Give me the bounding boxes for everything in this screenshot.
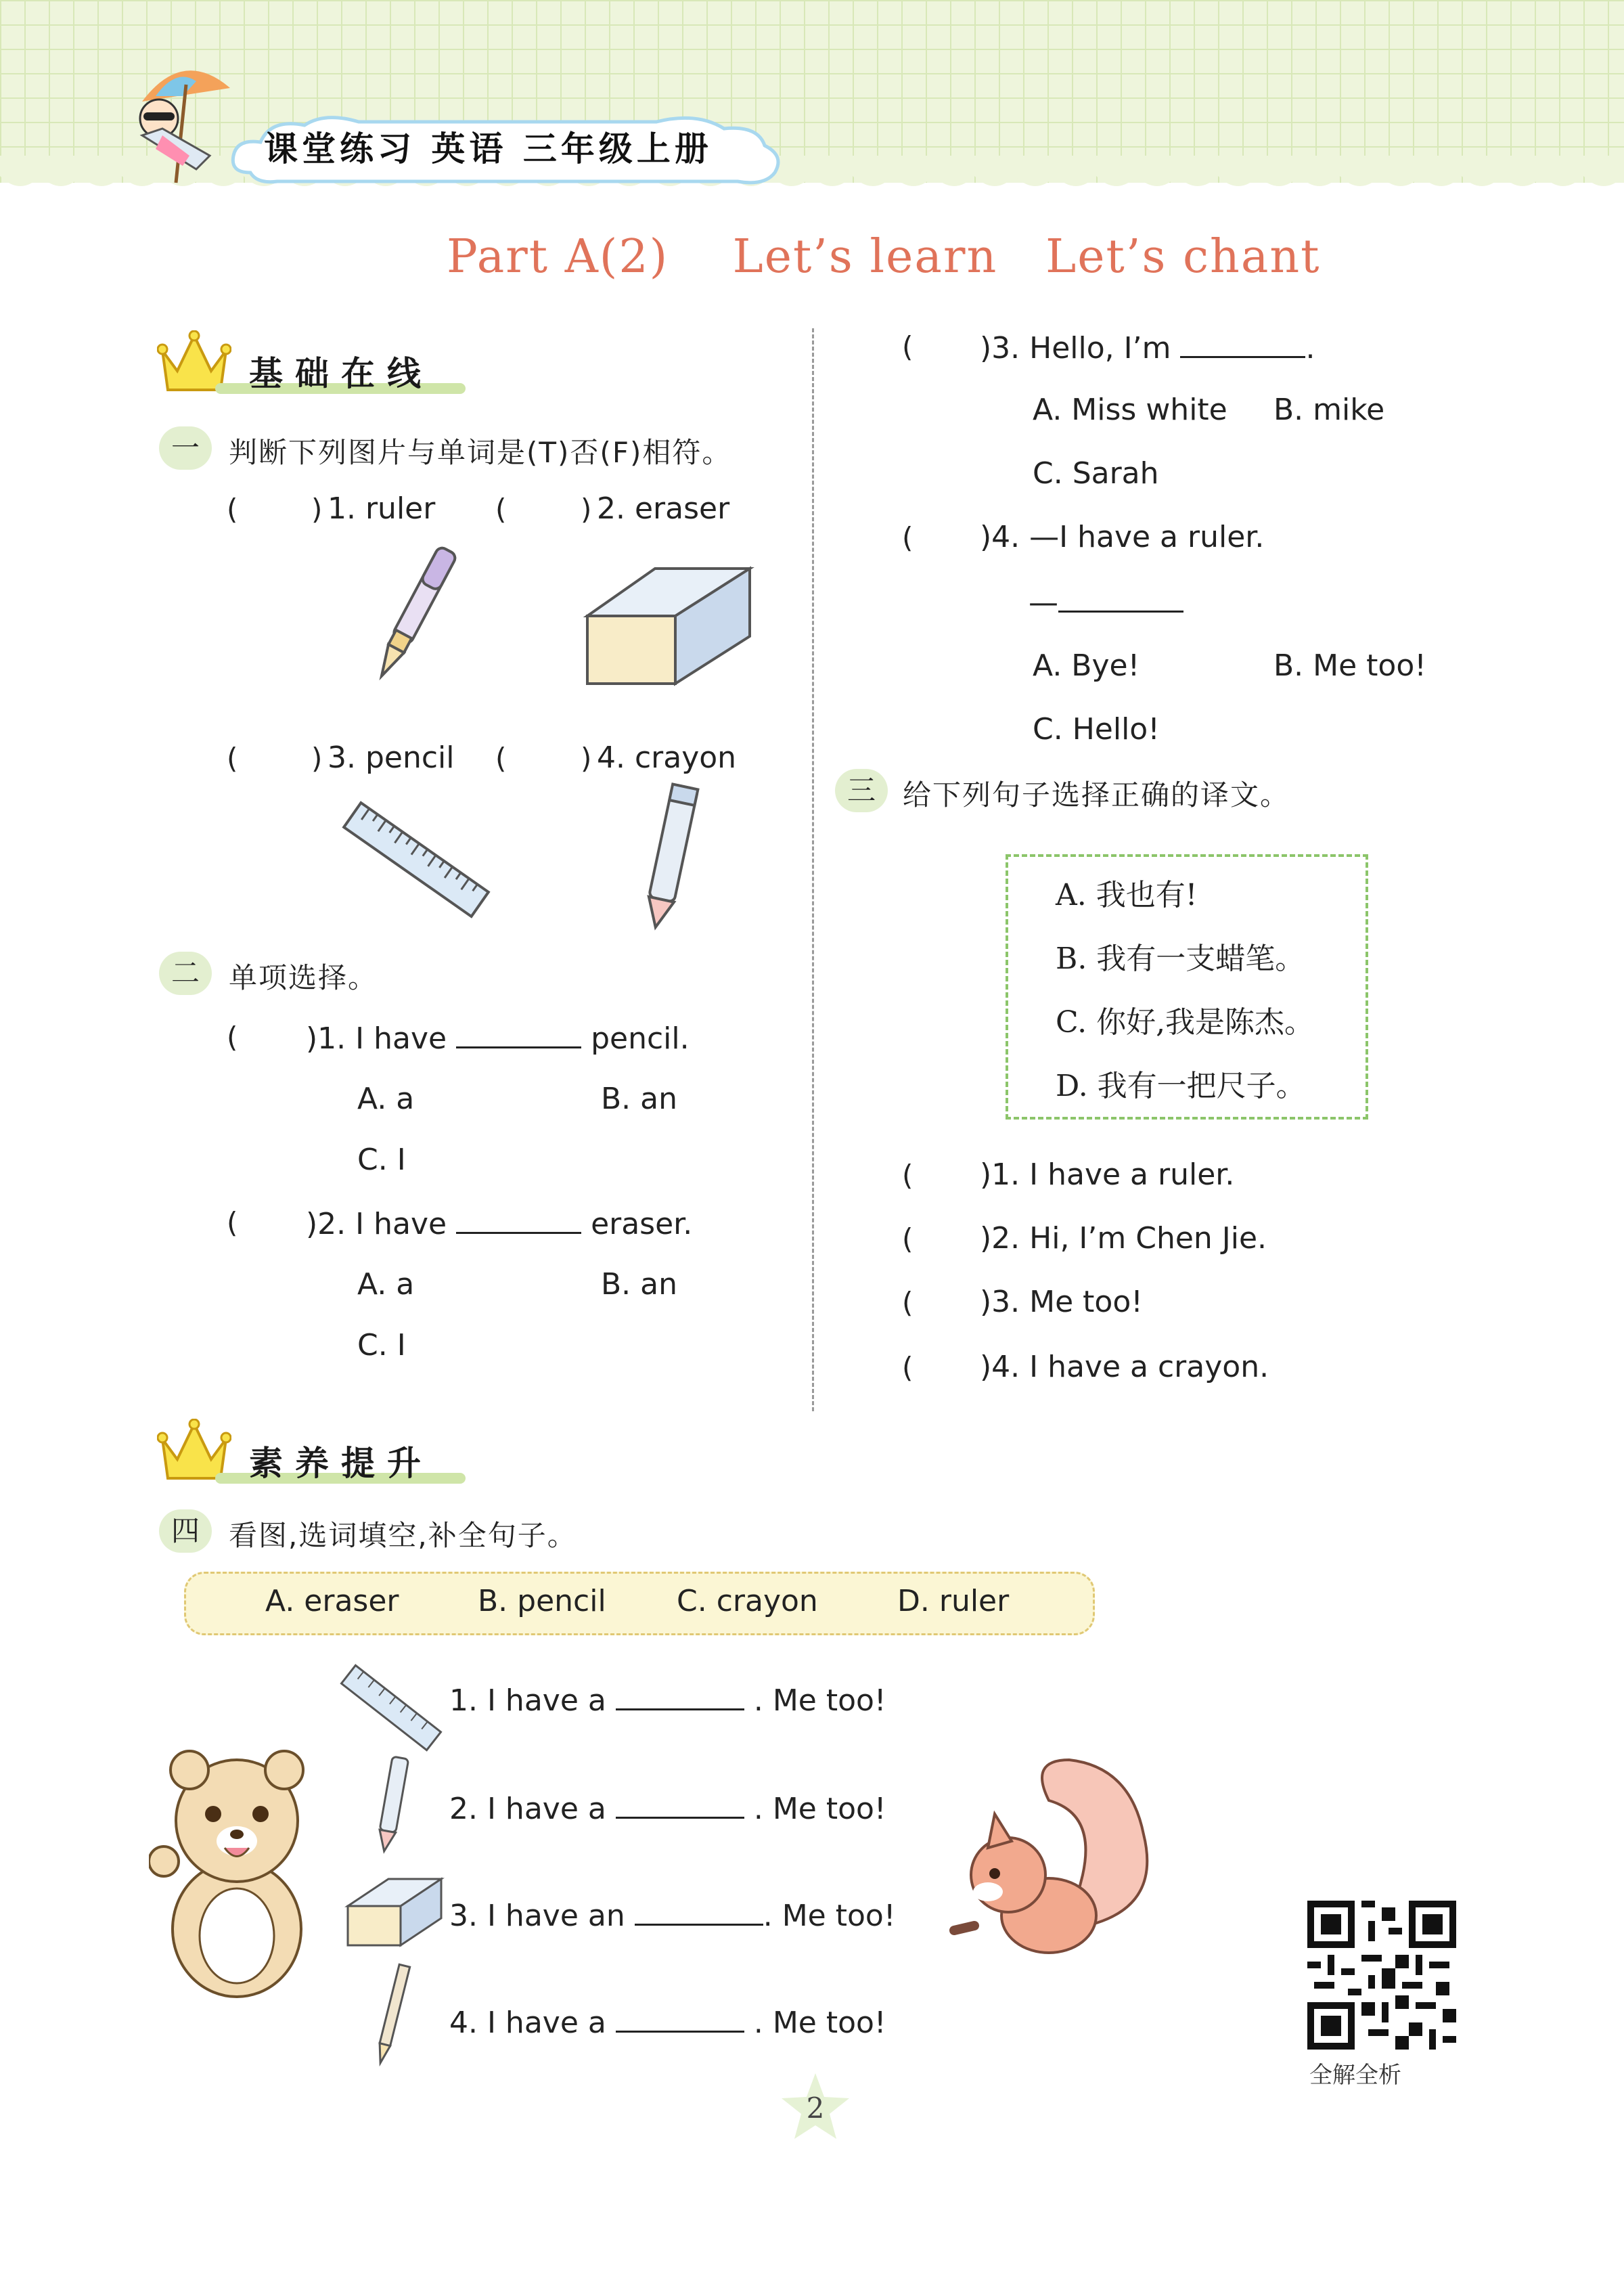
mcq-option-a: A. a [357,1082,415,1116]
page-number: 2 [806,2092,825,2125]
pen-illustration [345,535,480,697]
answer-paren: ( [902,1222,914,1256]
bear-illustration [149,1746,318,2004]
word-bank-option: D. ruler [897,1584,1010,1618]
header-title: 课堂练习 英语 三年级上册 [264,129,713,169]
answer-paren: ( [227,1206,238,1239]
eraser-small-illustration [344,1875,445,1949]
column-divider [812,328,814,1411]
answer-paren: ( [902,1351,914,1384]
mcq-option-a: A. Bye! [1033,648,1140,683]
ruler-small-illustration [337,1657,445,1758]
section-title-advanced: 素养提升 [249,1444,433,1483]
answer-blank[interactable] [1180,329,1305,358]
q1-item-2: 2. eraser [597,491,730,526]
qr-code[interactable] [1307,1901,1456,2050]
answer-paren: ( [495,493,507,526]
mcq-option-c: C. I [357,1328,406,1363]
answer-blank[interactable] [456,1205,581,1234]
part-title: Part A(2) Let’s learn Let’s chant [447,230,1321,284]
mcq-stem: )4. —I have a ruler. [980,520,1265,554]
word-bank-option: B. pencil [478,1584,606,1618]
answer-paren: ( [227,1021,238,1054]
answer-paren: ( [902,521,914,554]
mcq-option-c: C. Sarah [1033,456,1159,491]
squirrel-illustration [947,1753,1164,1976]
question-instruction: 单项选择。 [229,961,378,994]
answer-paren-close: ) [581,742,592,775]
fill-sentence: 3. I have an . Me too! [449,1897,895,1933]
answer-paren-close: ) [311,493,323,526]
answer-blank[interactable] [616,2004,744,2033]
crayon-illustration [629,778,710,934]
question-number: 三 [835,769,888,812]
question-number: 二 [159,952,212,995]
eraser-illustration [581,562,757,690]
mcq-stem: )2. I have eraser. [306,1205,692,1241]
translation-item: )1. I have a ruler. [980,1157,1235,1192]
fill-sentence: 4. I have a . Me too! [449,2004,886,2040]
ruler-illustration [338,792,494,927]
qr-caption: 全解全析 [1309,2062,1401,2089]
answer-paren: ( [227,493,238,526]
answer-paren: ( [902,330,914,363]
fill-sentence: 1. I have a . Me too! [449,1681,886,1718]
word-bank-option: C. crayon [677,1584,818,1618]
section-title-basic: 基础在线 [249,354,433,393]
answer-blank[interactable] [456,1019,581,1048]
mcq-option-b: B. Me too! [1273,648,1426,683]
mcq-option-a: A. a [357,1267,415,1302]
question-number: 四 [159,1509,212,1553]
answer-blank[interactable] [635,1897,763,1926]
crayon-small-illustration [365,1753,420,1855]
translation-option: B. 我有一支蜡笔。 [1056,942,1305,976]
mcq-option-c: C. Hello! [1033,712,1160,747]
answer-paren-close: ) [311,742,323,775]
dialogue-reply: — [1029,583,1183,620]
translation-item: )4. I have a crayon. [980,1350,1269,1384]
answer-paren: ( [495,742,507,775]
mcq-option-c: C. I [357,1143,406,1177]
question-instruction: 给下列句子选择正确的译文。 [903,778,1290,812]
answer-paren: ( [227,742,238,775]
answer-blank[interactable] [616,1681,744,1710]
q1-item-3: 3. pencil [328,740,455,775]
mcq-stem: )1. I have pencil. [306,1019,690,1056]
mcq-option-b: B. an [601,1267,678,1302]
pencil-small-illustration [365,1960,420,2068]
mcq-option-a: A. Miss white [1033,393,1227,427]
answer-paren-close: ) [581,493,592,526]
answer-blank[interactable] [616,1790,744,1819]
q1-item-4: 4. crayon [597,740,737,775]
translation-option: C. 你好,我是陈杰。 [1056,1005,1315,1040]
question-instruction: 判断下列图片与单词是(T)否(F)相符。 [229,436,732,469]
question-number: 一 [159,426,212,470]
answer-blank[interactable] [1058,583,1183,613]
translation-option: D. 我有一把尺子。 [1056,1069,1306,1103]
translation-item: )2. Hi, I’m Chen Jie. [980,1221,1267,1256]
answer-paren: ( [902,1286,914,1319]
mcq-stem: )3. Hello, I’m . [980,329,1315,366]
word-bank-option: A. eraser [265,1584,399,1618]
mcq-option-b: B. mike [1273,393,1385,427]
fill-sentence: 2. I have a . Me too! [449,1790,886,1826]
question-instruction: 看图,选词填空,补全句子。 [229,1519,577,1552]
answer-paren: ( [902,1159,914,1192]
translation-option: A. 我也有! [1056,878,1198,912]
mcq-option-b: B. an [601,1082,678,1116]
translation-item: )3. Me too! [980,1285,1143,1319]
q1-item-1: 1. ruler [328,491,436,526]
